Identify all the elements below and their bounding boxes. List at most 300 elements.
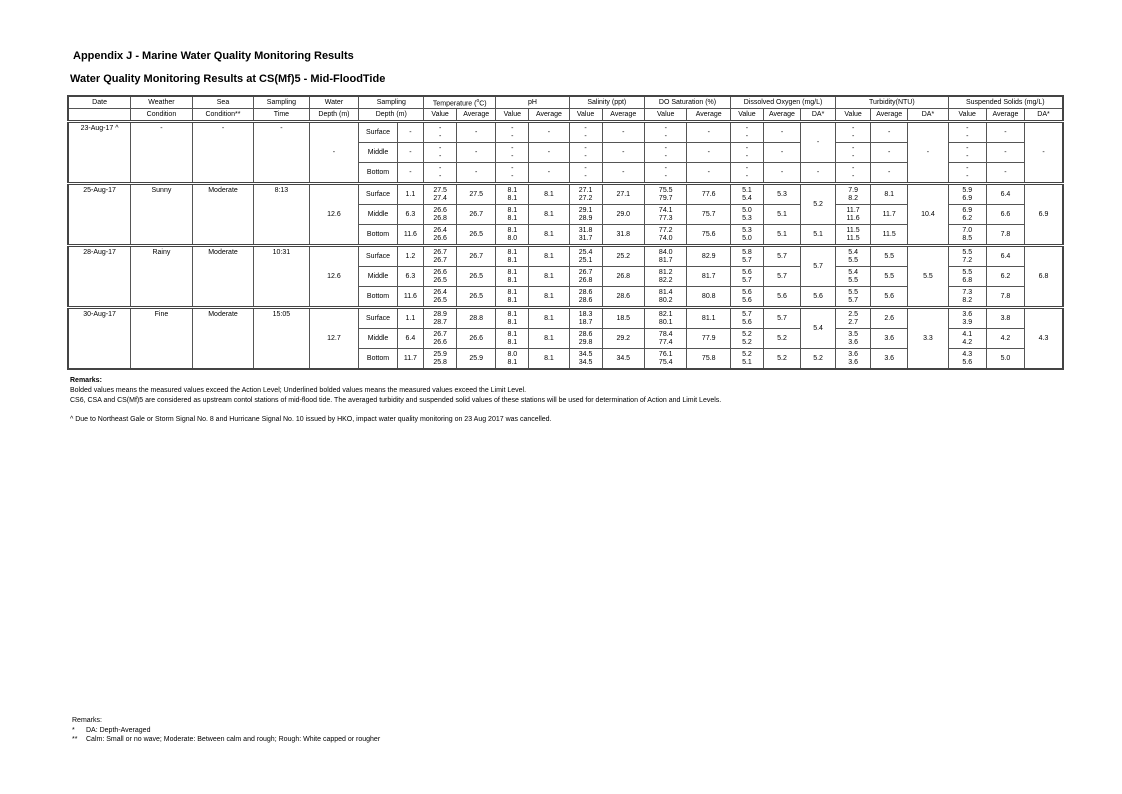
temperature-values-2: 26.6	[433, 234, 447, 242]
sampling-level-cell: Bottom	[359, 349, 397, 370]
temperature-values-2: 26.5	[433, 276, 447, 284]
dissolved-oxygen-values	[731, 205, 764, 225]
ph-values	[496, 163, 529, 184]
turbidity-average: -	[871, 143, 908, 163]
footnotes-block	[72, 716, 380, 745]
temperature-values	[424, 287, 457, 308]
turbidity-values-1: 3.6	[848, 350, 858, 358]
salinity-values	[569, 143, 602, 163]
temperature-values-2: 25.8	[433, 358, 447, 366]
dissolved-oxygen-values-2: 5.0	[742, 234, 752, 242]
temperature-average: 26.7	[457, 246, 496, 267]
suspended-solids-average: -	[986, 143, 1024, 163]
dissolved-oxygen-values-2: -	[745, 172, 749, 180]
salinity-values	[569, 267, 602, 287]
header-da: DA*	[801, 109, 836, 122]
sea-condition-cell: -	[192, 122, 254, 184]
turbidity-average: 5.5	[871, 246, 908, 267]
turbidity-values	[836, 308, 871, 329]
dissolved-oxygen-values	[731, 308, 764, 329]
turbidity-average: 5.6	[871, 287, 908, 308]
dissolved-oxygen-values-1: 5.0	[742, 206, 752, 214]
dissolved-oxygen-values	[731, 287, 764, 308]
salinity-average: 34.5	[602, 349, 644, 370]
ph-values-1: 8.0	[507, 350, 518, 358]
salinity-values-1: 34.5	[578, 350, 593, 358]
do-saturation-values-2: -	[664, 152, 667, 160]
salinity-values-1: 28.6	[578, 288, 593, 296]
do-saturation-values	[645, 329, 687, 349]
header-turbidity: Turbidity(NTU)	[836, 96, 949, 109]
ph-values-1: 8.1	[507, 330, 518, 338]
dissolved-oxygen-average: -	[763, 143, 800, 163]
suspended-solids-values-2: 5.6	[962, 358, 973, 366]
ph-values-1: 8.1	[507, 268, 518, 276]
temperature-values-2: -	[438, 172, 442, 180]
ph-values	[496, 205, 529, 225]
table-row	[68, 122, 1063, 143]
do-saturation-average: 81.7	[687, 267, 731, 287]
dissolved-oxygen-average: 5.7	[763, 246, 800, 267]
temperature-average: 26.7	[457, 205, 496, 225]
suspended-solids-values-2: 6.2	[962, 214, 973, 222]
sampling-depth-cell: 11.7	[397, 349, 424, 370]
do-saturation-values	[645, 308, 687, 329]
ph-average: 8.1	[529, 267, 569, 287]
sampling-level-cell: Surface	[359, 308, 397, 329]
turbidity-values-1: -	[851, 144, 855, 152]
ph-values	[496, 246, 529, 267]
weather-cell: Fine	[131, 308, 193, 370]
suspended-solids-values-1: -	[966, 164, 969, 172]
dissolved-oxygen-values-1: 5.6	[742, 288, 752, 296]
salinity-values	[569, 184, 602, 205]
do-saturation-values	[645, 163, 687, 184]
temperature-values-1: 26.6	[433, 268, 447, 276]
header-average: Average	[687, 109, 731, 122]
ph-values-2: 8.1	[507, 338, 518, 346]
suspended-solids-values-2: -	[966, 172, 969, 180]
suspended-solids-values-1: 4.3	[962, 350, 973, 358]
salinity-values-2: -	[584, 172, 587, 180]
dissolved-oxygen-average: 5.3	[763, 184, 800, 205]
ph-values-1: 8.1	[507, 288, 518, 296]
turbidity-da: 3.3	[908, 308, 948, 370]
suspended-solids-values-2: 3.9	[962, 318, 973, 326]
dissolved-oxygen-values	[731, 163, 764, 184]
suspended-solids-values	[948, 163, 986, 184]
header-date: Date	[68, 96, 131, 109]
do-saturation-values-1: 75.5	[658, 186, 673, 194]
do-saturation-values-1: -	[664, 144, 667, 152]
temperature-values-2: 26.8	[433, 214, 447, 222]
do-saturation-average: 77.6	[687, 184, 731, 205]
do-saturation-values-2: 77.3	[658, 214, 673, 222]
ph-average: 8.1	[529, 287, 569, 308]
ph-values-2: 8.1	[507, 318, 518, 326]
suspended-solids-values	[948, 122, 986, 143]
ph-values-2: 8.1	[507, 296, 518, 304]
turbidity-values-1: -	[851, 124, 855, 132]
suspended-solids-values	[948, 308, 986, 329]
turbidity-values	[836, 287, 871, 308]
temperature-values-1: 25.9	[433, 350, 447, 358]
sampling-level-cell: Bottom	[359, 163, 397, 184]
table-row	[68, 246, 1063, 267]
do-saturation-values	[645, 184, 687, 205]
dissolved-oxygen-average: 5.7	[763, 308, 800, 329]
temperature-values-1: 26.4	[433, 226, 447, 234]
salinity-values	[569, 349, 602, 370]
ph-values-1: 8.1	[507, 248, 518, 256]
remarks-line-2: CS6, CSA and CS(Mf)5 are considered as upstream contol stations of mid-flood tide. The averaged turbidity and suspended solid values of these stations will be used for determination of Action and Limit Levels.	[70, 397, 722, 404]
turbidity-values-1: -	[851, 164, 855, 172]
sampling-depth-cell: 11.6	[397, 287, 424, 308]
salinity-values-1: -	[584, 144, 587, 152]
turbidity-average: 11.5	[871, 225, 908, 246]
temperature-values	[424, 349, 457, 370]
ph-values	[496, 329, 529, 349]
suspended-solids-da: -	[1025, 122, 1063, 184]
suspended-solids-values-2: -	[966, 152, 969, 160]
sampling-level-cell: Bottom	[359, 225, 397, 246]
do-saturation-values-2: 82.2	[658, 276, 673, 284]
dissolved-oxygen-bottom-da: 5.2	[801, 349, 836, 370]
salinity-values-2: 31.7	[578, 234, 593, 242]
turbidity-values-2: 8.2	[848, 194, 858, 202]
dissolved-oxygen-values-2: 5.4	[742, 194, 752, 202]
temperature-average: 26.5	[457, 287, 496, 308]
salinity-values-1: 31.8	[578, 226, 593, 234]
header-average: Average	[602, 109, 644, 122]
dissolved-oxygen-da: -	[801, 122, 836, 163]
turbidity-values-2: 5.5	[848, 276, 858, 284]
temperature-values-2: 27.4	[433, 194, 447, 202]
temperature-values	[424, 267, 457, 287]
turbidity-da: 5.5	[908, 246, 948, 308]
temperature-values-1: -	[438, 164, 442, 172]
salinity-values	[569, 163, 602, 184]
ph-average: -	[529, 143, 569, 163]
temperature-average: -	[457, 143, 496, 163]
turbidity-values-1: 7.9	[848, 186, 858, 194]
suspended-solids-values-2: 8.5	[962, 234, 973, 242]
dissolved-oxygen-values-2: 5.6	[742, 318, 752, 326]
ph-values-2: -	[511, 152, 514, 160]
suspended-solids-values-1: 3.6	[962, 310, 973, 318]
header-value: Value	[496, 109, 529, 122]
do-saturation-values-2: 77.4	[658, 338, 673, 346]
do-saturation-average: -	[687, 122, 731, 143]
sampling-depth-cell: 6.3	[397, 205, 424, 225]
turbidity-values-2: 11.6	[846, 214, 860, 222]
sampling-time-cell: 15:05	[254, 308, 309, 370]
header-sea: Sea	[192, 96, 254, 109]
weather-cell: Sunny	[131, 184, 193, 246]
dissolved-oxygen-values-1: 5.7	[742, 310, 752, 318]
suspended-solids-values	[948, 329, 986, 349]
dissolved-oxygen-values-2: -	[745, 132, 749, 140]
header-da: DA*	[908, 109, 948, 122]
temperature-values	[424, 205, 457, 225]
header-row-1	[68, 96, 1063, 109]
dissolved-oxygen-values	[731, 349, 764, 370]
do-saturation-values-1: 82.1	[658, 310, 673, 318]
ph-average: 8.1	[529, 246, 569, 267]
suspended-solids-average: 6.4	[986, 184, 1024, 205]
ph-values-1: -	[511, 124, 514, 132]
turbidity-values	[836, 267, 871, 287]
do-saturation-values-1: 78.4	[658, 330, 673, 338]
turbidity-da: 10.4	[908, 184, 948, 246]
date-cell: 23-Aug-17 ^	[68, 122, 131, 184]
turbidity-values	[836, 143, 871, 163]
salinity-average: 28.6	[602, 287, 644, 308]
ph-values	[496, 267, 529, 287]
header-do-saturation: DO Saturation (%)	[645, 96, 731, 109]
turbidity-values-2: 2.7	[848, 318, 858, 326]
date-cell: 25-Aug-17	[68, 184, 131, 246]
ph-values-1: -	[511, 164, 514, 172]
suspended-solids-average: 4.2	[986, 329, 1024, 349]
suspended-solids-values	[948, 287, 986, 308]
suspended-solids-values-1: 7.3	[962, 288, 973, 296]
ph-values-2: -	[511, 172, 514, 180]
turbidity-values-2: -	[851, 152, 855, 160]
dissolved-oxygen-values-1: 5.8	[742, 248, 752, 256]
temperature-values	[424, 184, 457, 205]
do-saturation-average: 82.9	[687, 246, 731, 267]
do-saturation-average: 75.7	[687, 205, 731, 225]
dissolved-oxygen-da: 5.2	[801, 184, 836, 225]
suspended-solids-average: 6.2	[986, 267, 1024, 287]
dissolved-oxygen-values	[731, 267, 764, 287]
do-saturation-values	[645, 287, 687, 308]
do-saturation-values-2: 80.1	[658, 318, 673, 326]
do-saturation-values-1: -	[664, 124, 667, 132]
salinity-values	[569, 287, 602, 308]
header-salinity: Salinity (ppt)	[569, 96, 644, 109]
ph-values-2: 8.1	[507, 256, 518, 264]
water-quality-table	[67, 95, 1064, 370]
ph-values	[496, 308, 529, 329]
temperature-values	[424, 122, 457, 143]
ph-average: -	[529, 122, 569, 143]
header-value: Value	[731, 109, 764, 122]
salinity-values-2: 29.8	[578, 338, 593, 346]
ph-average: 8.1	[529, 308, 569, 329]
temperature-values-2: -	[438, 132, 442, 140]
salinity-values-2: 34.5	[578, 358, 593, 366]
do-saturation-values-1: 76.1	[658, 350, 673, 358]
turbidity-values	[836, 246, 871, 267]
salinity-values-1: -	[584, 124, 587, 132]
suspended-solids-average: 3.8	[986, 308, 1024, 329]
ph-values-1: -	[511, 144, 514, 152]
sampling-depth-cell: 11.6	[397, 225, 424, 246]
salinity-values	[569, 122, 602, 143]
temperature-values-1: -	[438, 124, 442, 132]
salinity-values-1: -	[584, 164, 587, 172]
ph-values	[496, 184, 529, 205]
turbidity-values-2: 5.5	[848, 256, 858, 264]
sea-condition-cell: Moderate	[192, 246, 254, 308]
water-depth-cell: -	[309, 122, 359, 184]
turbidity-average: 3.6	[871, 349, 908, 370]
salinity-values	[569, 205, 602, 225]
suspended-solids-values	[948, 143, 986, 163]
turbidity-values-2: 3.6	[848, 338, 858, 346]
sampling-depth-cell: 6.3	[397, 267, 424, 287]
do-saturation-values-1: 74.1	[658, 206, 673, 214]
turbidity-average: 8.1	[871, 184, 908, 205]
dissolved-oxygen-values-1: 5.3	[742, 226, 752, 234]
sampling-level-cell: Middle	[359, 205, 397, 225]
ph-values	[496, 225, 529, 246]
suspended-solids-average: 5.0	[986, 349, 1024, 370]
ph-average: 8.1	[529, 329, 569, 349]
sampling-time-cell: -	[254, 122, 309, 184]
do-saturation-values	[645, 122, 687, 143]
do-saturation-values-2: -	[664, 132, 667, 140]
suspended-solids-average: 7.8	[986, 287, 1024, 308]
footnote-da: * DA: Depth-Averaged	[72, 726, 151, 734]
do-saturation-values	[645, 143, 687, 163]
temperature-values-1: -	[438, 144, 442, 152]
header-weather: Weather	[131, 96, 193, 109]
dissolved-oxygen-bottom-da: 5.1	[801, 225, 836, 246]
dissolved-oxygen-values-2: 5.3	[742, 214, 752, 222]
sampling-depth-cell: -	[397, 122, 424, 143]
header-value: Value	[836, 109, 871, 122]
salinity-average: 31.8	[602, 225, 644, 246]
dissolved-oxygen-values	[731, 246, 764, 267]
dissolved-oxygen-bottom-da: -	[801, 163, 836, 184]
salinity-values-1: 25.4	[578, 248, 593, 256]
header-ph: pH	[496, 96, 569, 109]
temperature-values	[424, 308, 457, 329]
suspended-solids-values	[948, 349, 986, 370]
header-dissolved-oxygen: Dissolved Oxygen (mg/L)	[731, 96, 836, 109]
turbidity-values	[836, 205, 871, 225]
ph-values-1: 8.1	[507, 226, 518, 234]
sampling-depth-cell: -	[397, 163, 424, 184]
do-saturation-values-1: 81.4	[658, 288, 673, 296]
ph-values-2: 8.1	[507, 214, 518, 222]
temperature-values-1: 26.7	[433, 248, 447, 256]
do-saturation-values-2: 80.2	[658, 296, 673, 304]
dissolved-oxygen-values	[731, 225, 764, 246]
salinity-values	[569, 225, 602, 246]
turbidity-values	[836, 122, 871, 143]
ph-average: -	[529, 163, 569, 184]
suspended-solids-values	[948, 246, 986, 267]
turbidity-values	[836, 349, 871, 370]
ph-values-1: 8.1	[507, 310, 518, 318]
dissolved-oxygen-average: 5.1	[763, 225, 800, 246]
table-body	[68, 122, 1063, 370]
sampling-level-cell: Bottom	[359, 287, 397, 308]
turbidity-values-1: 3.5	[848, 330, 858, 338]
do-saturation-values-1: -	[664, 164, 667, 172]
header-water-depth-2: Depth (m)	[309, 109, 359, 122]
salinity-values-2: 28.9	[578, 214, 593, 222]
ph-values-2: 8.1	[507, 276, 518, 284]
salinity-values-2: 25.1	[578, 256, 593, 264]
salinity-values-2: -	[584, 152, 587, 160]
turbidity-values-2: 11.5	[846, 234, 860, 242]
sampling-level-cell: Middle	[359, 329, 397, 349]
header-average: Average	[871, 109, 908, 122]
do-saturation-values	[645, 205, 687, 225]
salinity-average: 25.2	[602, 246, 644, 267]
weather-cell: Rainy	[131, 246, 193, 308]
temperature-values-2: 26.5	[433, 296, 447, 304]
turbidity-values	[836, 329, 871, 349]
ph-average: 8.1	[529, 205, 569, 225]
turbidity-values-1: 2.5	[848, 310, 858, 318]
do-saturation-values-1: 84.0	[658, 248, 673, 256]
suspended-solids-values-2: -	[966, 132, 969, 140]
turbidity-values-1: 5.4	[848, 248, 858, 256]
sampling-level-cell: Middle	[359, 267, 397, 287]
salinity-values	[569, 246, 602, 267]
header-average: Average	[529, 109, 569, 122]
dissolved-oxygen-da: 5.7	[801, 246, 836, 287]
salinity-average: 27.1	[602, 184, 644, 205]
salinity-values-2: 28.6	[578, 296, 593, 304]
ph-values-2: 8.1	[507, 358, 518, 366]
turbidity-values-2: -	[851, 172, 855, 180]
water-depth-cell: 12.6	[309, 246, 359, 308]
do-saturation-values	[645, 349, 687, 370]
ph-values-1: 8.1	[507, 186, 518, 194]
header-suspended-solids: Suspended Solids (mg/L)	[948, 96, 1063, 109]
temperature-values-1: 26.6	[433, 206, 447, 214]
dissolved-oxygen-bottom-da: 5.6	[801, 287, 836, 308]
do-saturation-values-2: 81.7	[658, 256, 673, 264]
suspended-solids-average: -	[986, 122, 1024, 143]
ph-average: 8.1	[529, 184, 569, 205]
temperature-average: 27.5	[457, 184, 496, 205]
sampling-level-cell: Surface	[359, 246, 397, 267]
temperature-average: 28.8	[457, 308, 496, 329]
sampling-level-cell: Middle	[359, 143, 397, 163]
turbidity-values-2: 5.7	[848, 296, 858, 304]
dissolved-oxygen-values	[731, 122, 764, 143]
header-sampling-depth-2: Depth (m)	[359, 109, 424, 122]
suspended-solids-values-1: -	[966, 144, 969, 152]
header-water-depth: Water	[309, 96, 359, 109]
temperature-values	[424, 246, 457, 267]
ph-average: 8.1	[529, 225, 569, 246]
header-sea-2: Condition**	[192, 109, 254, 122]
weather-cell: -	[131, 122, 193, 184]
ph-values	[496, 122, 529, 143]
salinity-values-1: 18.3	[578, 310, 593, 318]
sampling-level-cell: Surface	[359, 184, 397, 205]
turbidity-average: 5.5	[871, 267, 908, 287]
turbidity-values	[836, 225, 871, 246]
salinity-average: 26.8	[602, 267, 644, 287]
dissolved-oxygen-average: 5.6	[763, 287, 800, 308]
temperature-average: -	[457, 122, 496, 143]
temperature-values-1: 26.4	[433, 288, 447, 296]
header-sampling-time: Sampling	[254, 96, 309, 109]
dissolved-oxygen-values-1: -	[745, 124, 749, 132]
dissolved-oxygen-values-2: -	[745, 152, 749, 160]
do-saturation-average: 75.8	[687, 349, 731, 370]
